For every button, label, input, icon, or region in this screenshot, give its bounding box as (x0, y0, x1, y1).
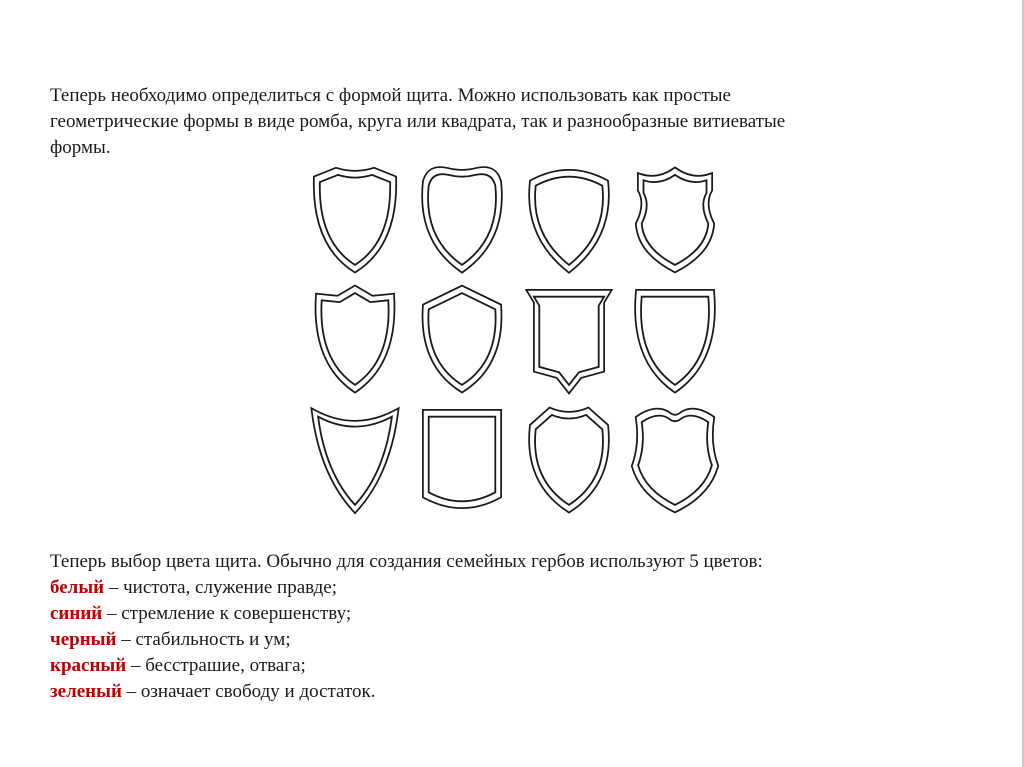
intro-text (50, 83, 950, 161)
color-item (50, 679, 970, 705)
shield-rectangular-icon (425, 412, 499, 506)
color-meaning: – означает свободу и достаток. (121, 681, 376, 702)
shield-concave-top-icon (314, 412, 396, 510)
intro-line-3: формы. (50, 137, 111, 158)
shield-row-1 (316, 169, 712, 270)
shield-heater-icon (531, 410, 606, 510)
shield-peaked-icon (425, 288, 500, 390)
shield-row-2 (318, 288, 713, 390)
shield-badge-icon (638, 170, 712, 270)
shield-ornate-icon (634, 411, 716, 510)
color-name: черный (50, 629, 117, 650)
shield-notched-icon (318, 288, 393, 390)
shield-shapes-image (290, 160, 740, 520)
shield-rounded-icon (531, 172, 606, 270)
color-item (50, 627, 970, 653)
color-name: синий (50, 603, 103, 624)
colors-intro: Теперь выбор цвета щита. Обычно для создания семейных гербов используют 5 цветов: (50, 551, 763, 572)
shield-row-3 (314, 410, 716, 510)
intro-line-2: геометрические формы в виде ромба, круга или квадрата, так и разнообразные витиеватые (50, 111, 786, 132)
intro-line-1: Теперь необходимо определиться с формой щита. Можно использовать как простые (50, 85, 731, 106)
color-name: зеленый (50, 681, 122, 702)
color-name: белый (50, 577, 105, 598)
colors-section (50, 549, 970, 705)
shield-curved-top-icon (424, 169, 499, 270)
color-meaning: – чистота, служение правде; (104, 577, 338, 598)
color-meaning: – стремление к совершенству; (102, 603, 352, 624)
shield-flat-top-icon (637, 292, 712, 390)
color-item (50, 575, 970, 601)
color-item (50, 601, 970, 627)
color-item (50, 653, 970, 679)
shield-square-icon (530, 292, 608, 390)
color-meaning: – бесстрашие, отвага; (126, 655, 306, 676)
color-name: красный (50, 655, 127, 676)
shield-pointed-icon (316, 170, 394, 270)
color-meaning: – стабильность и ум; (116, 629, 291, 650)
